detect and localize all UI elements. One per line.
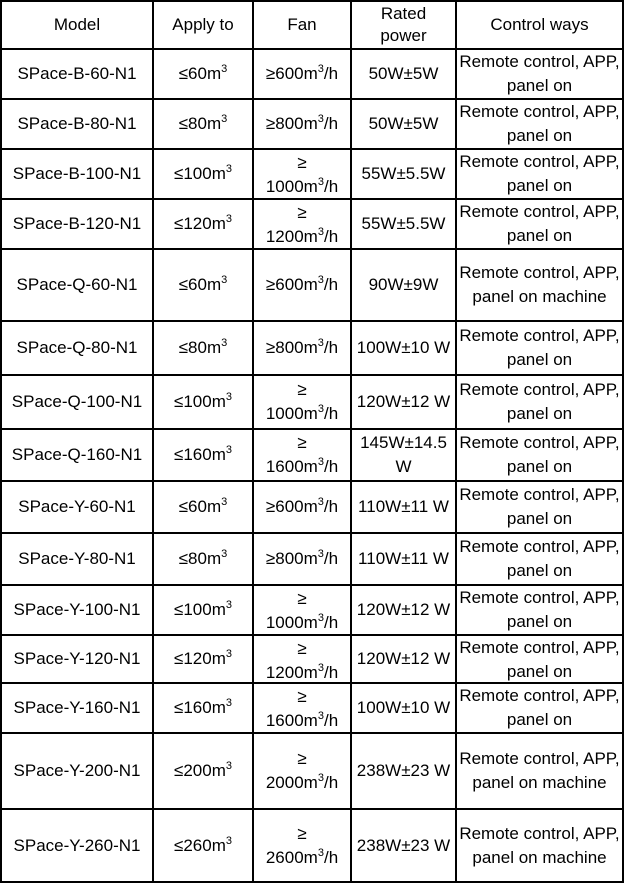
header-apply bbox=[153, 1, 253, 49]
fan-suffix: /h bbox=[323, 613, 339, 632]
fan-value: ≥ 2600 bbox=[265, 823, 307, 867]
control-value: Remote control, APP, panel on bbox=[459, 380, 620, 423]
power-value: 110W±11 W bbox=[358, 497, 449, 516]
fan-suffix: /h bbox=[323, 227, 339, 246]
fan-unit: m bbox=[303, 549, 318, 568]
apply-cell bbox=[153, 199, 253, 249]
fan-cell bbox=[253, 635, 351, 683]
apply-unit: m bbox=[206, 275, 222, 294]
power-value: 145W±14.5 W bbox=[360, 433, 447, 476]
table-row bbox=[1, 321, 623, 375]
fan-cell bbox=[253, 49, 351, 99]
apply-value: ≤200 bbox=[174, 761, 212, 780]
apply-cell bbox=[153, 481, 253, 533]
power-cell bbox=[351, 635, 456, 683]
header-fan-text: Fan bbox=[287, 15, 317, 34]
fan-unit: m bbox=[303, 497, 318, 516]
cubic-exponent: 3 bbox=[225, 391, 232, 403]
fan-unit: m bbox=[303, 613, 318, 632]
model-cell bbox=[1, 249, 153, 321]
fan-suffix: /h bbox=[323, 177, 339, 196]
power-value: 90W±9W bbox=[368, 275, 439, 294]
control-cell bbox=[456, 249, 623, 321]
control-cell bbox=[456, 585, 623, 635]
fan-value: ≥800 bbox=[265, 338, 304, 357]
table-row bbox=[1, 635, 623, 683]
fan-suffix: /h bbox=[323, 114, 339, 133]
fan-unit: m bbox=[303, 64, 318, 83]
apply-cell bbox=[153, 429, 253, 481]
control-value: Remote control, APP, panel on bbox=[459, 686, 620, 729]
apply-value: ≤120 bbox=[174, 649, 212, 668]
cubic-exponent: 3 bbox=[225, 163, 232, 175]
cubic-exponent: 3 bbox=[317, 548, 324, 560]
cubic-exponent: 3 bbox=[225, 599, 232, 611]
fan-value: ≥600 bbox=[265, 64, 304, 83]
fan-unit: m bbox=[303, 275, 318, 294]
control-cell bbox=[456, 321, 623, 375]
header-model-text: Model bbox=[53, 15, 101, 34]
power-cell bbox=[351, 149, 456, 199]
fan-wrap bbox=[255, 273, 349, 297]
control-cell bbox=[456, 199, 623, 249]
model-cell bbox=[1, 321, 153, 375]
power-cell bbox=[351, 99, 456, 149]
fan-suffix: /h bbox=[323, 711, 339, 730]
power-value: 120W±12 W bbox=[356, 649, 451, 668]
cubic-exponent: 3 bbox=[317, 496, 324, 508]
fan-value: ≥600 bbox=[265, 275, 304, 294]
control-value: Remote control, APP, panel on bbox=[459, 152, 620, 195]
control-cell bbox=[456, 481, 623, 533]
cubic-exponent: 3 bbox=[317, 337, 324, 349]
apply-cell bbox=[153, 733, 253, 809]
model-value: SPace-B-100-N1 bbox=[12, 164, 142, 183]
table-row bbox=[1, 585, 623, 635]
header-power bbox=[351, 1, 456, 49]
apply-cell bbox=[153, 585, 253, 635]
model-value: SPace-B-120-N1 bbox=[12, 214, 142, 233]
cubic-exponent: 3 bbox=[317, 226, 324, 238]
apply-value: ≤60 bbox=[178, 64, 207, 83]
table-row bbox=[1, 199, 623, 249]
cubic-exponent: 3 bbox=[221, 496, 228, 508]
control-value: Remote control, APP, panel on bbox=[459, 485, 620, 528]
model-value: SPace-Y-200-N1 bbox=[13, 761, 141, 780]
fan-cell bbox=[253, 375, 351, 429]
fan-cell bbox=[253, 149, 351, 199]
fan-wrap bbox=[262, 747, 342, 795]
fan-wrap bbox=[262, 637, 342, 681]
power-cell bbox=[351, 321, 456, 375]
apply-cell bbox=[153, 99, 253, 149]
cubic-exponent: 3 bbox=[225, 834, 232, 847]
cubic-exponent: 3 bbox=[225, 213, 232, 225]
fan-value: ≥ 1600 bbox=[265, 687, 307, 730]
model-cell bbox=[1, 149, 153, 199]
apply-cell bbox=[153, 321, 253, 375]
cubic-exponent: 3 bbox=[317, 710, 324, 722]
apply-unit: m bbox=[211, 649, 226, 668]
header-control bbox=[456, 1, 623, 49]
apply-value: ≤100 bbox=[174, 164, 212, 183]
control-value: Remote control, APP, panel on machine bbox=[459, 823, 620, 867]
cubic-exponent: 3 bbox=[317, 662, 324, 674]
model-value: SPace-Y-60-N1 bbox=[18, 497, 136, 516]
cubic-exponent: 3 bbox=[317, 63, 324, 75]
model-cell bbox=[1, 49, 153, 99]
cubic-exponent: 3 bbox=[221, 63, 228, 75]
fan-wrap bbox=[262, 587, 342, 633]
fan-wrap bbox=[262, 201, 342, 247]
fan-wrap bbox=[262, 378, 342, 426]
power-value: 100W±10 W bbox=[356, 698, 451, 717]
power-cell bbox=[351, 481, 456, 533]
model-value: SPace-Y-160-N1 bbox=[13, 698, 141, 717]
fan-wrap bbox=[262, 685, 342, 731]
control-value: Remote control, APP, panel on bbox=[459, 102, 620, 145]
power-cell bbox=[351, 429, 456, 481]
cubic-exponent: 3 bbox=[225, 760, 232, 772]
control-value: Remote control, APP, panel on bbox=[459, 52, 620, 95]
cubic-exponent: 3 bbox=[225, 697, 232, 709]
control-value: Remote control, APP, panel on machine bbox=[459, 263, 620, 306]
control-value: Remote control, APP, panel on bbox=[459, 588, 620, 631]
apply-value: ≤80 bbox=[178, 114, 207, 133]
control-value: Remote control, APP, panel on bbox=[459, 433, 620, 476]
fan-cell bbox=[253, 429, 351, 481]
power-value: 100W±10 W bbox=[356, 338, 451, 357]
cubic-exponent: 3 bbox=[317, 772, 324, 784]
apply-unit: m bbox=[206, 549, 222, 568]
apply-cell bbox=[153, 533, 253, 585]
model-cell bbox=[1, 99, 153, 149]
control-value: Remote control, APP, panel on bbox=[459, 638, 620, 681]
apply-value: ≤80 bbox=[178, 549, 207, 568]
fan-cell bbox=[253, 249, 351, 321]
fan-cell bbox=[253, 585, 351, 635]
fan-unit: m bbox=[303, 404, 318, 423]
table-row bbox=[1, 533, 623, 585]
fan-value: ≥800 bbox=[265, 549, 304, 568]
cubic-exponent: 3 bbox=[317, 176, 324, 188]
fan-value: ≥ 1000 bbox=[265, 380, 307, 423]
table-row bbox=[1, 809, 623, 882]
power-value: 238W±23 W bbox=[356, 835, 451, 855]
cubic-exponent: 3 bbox=[225, 648, 232, 660]
apply-unit: m bbox=[206, 64, 222, 83]
control-cell bbox=[456, 809, 623, 882]
power-value: 120W±12 W bbox=[356, 600, 451, 619]
power-cell bbox=[351, 533, 456, 585]
control-cell bbox=[456, 533, 623, 585]
apply-value: ≤100 bbox=[174, 392, 212, 411]
apply-unit: m bbox=[211, 445, 226, 464]
power-value: 120W±12 W bbox=[356, 392, 451, 411]
power-value: 110W±11 W bbox=[358, 549, 449, 568]
table-row bbox=[1, 429, 623, 481]
power-value: 50W±5W bbox=[368, 64, 439, 83]
apply-cell bbox=[153, 49, 253, 99]
model-value: SPace-Q-100-N1 bbox=[11, 392, 143, 411]
power-cell bbox=[351, 809, 456, 882]
header-model bbox=[1, 1, 153, 49]
control-cell bbox=[456, 49, 623, 99]
control-value: Remote control, APP, panel on machine bbox=[459, 749, 620, 792]
control-value: Remote control, APP, panel on bbox=[459, 202, 620, 245]
fan-wrap bbox=[262, 431, 342, 479]
apply-unit: m bbox=[206, 114, 222, 133]
fan-unit: m bbox=[303, 847, 318, 867]
fan-cell bbox=[253, 683, 351, 733]
fan-suffix: /h bbox=[323, 847, 339, 867]
model-cell bbox=[1, 585, 153, 635]
cubic-exponent: 3 bbox=[317, 113, 324, 125]
fan-value: ≥ 1000 bbox=[265, 153, 307, 196]
fan-unit: m bbox=[303, 338, 318, 357]
fan-suffix: /h bbox=[323, 663, 339, 681]
fan-suffix: /h bbox=[323, 497, 339, 516]
apply-value: ≤160 bbox=[174, 445, 212, 464]
fan-suffix: /h bbox=[323, 404, 339, 423]
model-cell bbox=[1, 429, 153, 481]
model-cell bbox=[1, 375, 153, 429]
fan-unit: m bbox=[303, 227, 318, 246]
apply-cell bbox=[153, 149, 253, 199]
table-row bbox=[1, 481, 623, 533]
fan-suffix: /h bbox=[323, 338, 339, 357]
fan-suffix: /h bbox=[323, 457, 339, 476]
fan-cell bbox=[253, 481, 351, 533]
model-cell bbox=[1, 533, 153, 585]
fan-wrap bbox=[255, 62, 349, 86]
model-value: SPace-Q-160-N1 bbox=[11, 445, 143, 464]
model-value: SPace-B-80-N1 bbox=[17, 114, 137, 133]
cubic-exponent: 3 bbox=[221, 274, 228, 286]
fan-value: ≥800 bbox=[265, 114, 304, 133]
fan-unit: m bbox=[303, 177, 318, 196]
apply-unit: m bbox=[206, 497, 222, 516]
power-cell bbox=[351, 683, 456, 733]
spec-table-body bbox=[1, 1, 623, 882]
apply-unit: m bbox=[211, 600, 226, 619]
power-cell bbox=[351, 199, 456, 249]
model-cell bbox=[1, 199, 153, 249]
power-value: 55W±5.5W bbox=[361, 214, 446, 233]
fan-value: ≥ 1200 bbox=[265, 639, 307, 681]
control-cell bbox=[456, 375, 623, 429]
fan-suffix: /h bbox=[323, 773, 339, 792]
fan-wrap bbox=[255, 336, 349, 360]
power-value: 55W±5.5W bbox=[361, 164, 446, 183]
fan-wrap bbox=[255, 112, 349, 136]
cubic-exponent: 3 bbox=[225, 444, 232, 456]
control-cell bbox=[456, 733, 623, 809]
fan-cell bbox=[253, 321, 351, 375]
apply-value: ≤160 bbox=[174, 698, 212, 717]
fan-unit: m bbox=[303, 114, 318, 133]
table-row bbox=[1, 249, 623, 321]
power-cell bbox=[351, 249, 456, 321]
cubic-exponent: 3 bbox=[221, 113, 228, 125]
fan-unit: m bbox=[303, 773, 318, 792]
header-row bbox=[1, 1, 623, 49]
fan-value: ≥600 bbox=[265, 497, 304, 516]
cubic-exponent: 3 bbox=[317, 612, 324, 624]
control-cell bbox=[456, 149, 623, 199]
power-cell bbox=[351, 733, 456, 809]
control-value: Remote control, APP, panel on bbox=[459, 537, 620, 580]
model-value: SPace-Y-120-N1 bbox=[13, 649, 141, 668]
apply-cell bbox=[153, 683, 253, 733]
header-control-text: Control ways bbox=[490, 15, 589, 34]
model-cell bbox=[1, 481, 153, 533]
model-value: SPace-Y-80-N1 bbox=[18, 549, 136, 568]
control-value: Remote control, APP, panel on bbox=[459, 326, 620, 369]
apply-value: ≤60 bbox=[178, 275, 207, 294]
fan-suffix: /h bbox=[323, 275, 339, 294]
cubic-exponent: 3 bbox=[221, 548, 228, 560]
fan-wrap bbox=[255, 547, 349, 571]
fan-unit: m bbox=[303, 663, 318, 681]
control-cell bbox=[456, 99, 623, 149]
apply-unit: m bbox=[211, 835, 226, 855]
table-row bbox=[1, 733, 623, 809]
fan-value: ≥ 1000 bbox=[265, 589, 307, 632]
control-cell bbox=[456, 429, 623, 481]
apply-unit: m bbox=[211, 698, 226, 717]
cubic-exponent: 3 bbox=[317, 456, 324, 468]
apply-value: ≤120 bbox=[174, 214, 212, 233]
fan-suffix: /h bbox=[323, 549, 339, 568]
table-row bbox=[1, 99, 623, 149]
fan-value: ≥ 1200 bbox=[265, 203, 307, 246]
power-cell bbox=[351, 49, 456, 99]
apply-value: ≤80 bbox=[178, 338, 207, 357]
model-cell bbox=[1, 809, 153, 882]
power-cell bbox=[351, 585, 456, 635]
power-value: 50W±5W bbox=[368, 114, 439, 133]
cubic-exponent: 3 bbox=[317, 403, 324, 415]
fan-cell bbox=[253, 809, 351, 882]
table-row bbox=[1, 683, 623, 733]
cubic-exponent: 3 bbox=[221, 337, 228, 349]
cubic-exponent: 3 bbox=[317, 846, 324, 859]
model-value: SPace-Q-80-N1 bbox=[16, 338, 138, 357]
apply-unit: m bbox=[206, 338, 222, 357]
fan-cell bbox=[253, 199, 351, 249]
power-cell bbox=[351, 375, 456, 429]
model-value: SPace-Y-260-N1 bbox=[13, 835, 141, 855]
fan-wrap bbox=[255, 495, 349, 519]
fan-wrap bbox=[262, 822, 342, 870]
model-cell bbox=[1, 733, 153, 809]
fan-cell bbox=[253, 533, 351, 585]
header-fan bbox=[253, 1, 351, 49]
fan-value: ≥ 2000 bbox=[265, 749, 307, 792]
model-value: SPace-Q-60-N1 bbox=[16, 275, 138, 294]
fan-unit: m bbox=[303, 711, 318, 730]
apply-unit: m bbox=[211, 214, 226, 233]
fan-value: ≥ 1600 bbox=[265, 433, 307, 476]
fan-cell bbox=[253, 733, 351, 809]
cubic-exponent: 3 bbox=[317, 274, 324, 286]
table-row bbox=[1, 49, 623, 99]
header-power-text: Rated power bbox=[380, 4, 427, 45]
fan-suffix: /h bbox=[323, 64, 339, 83]
apply-cell bbox=[153, 809, 253, 882]
apply-cell bbox=[153, 635, 253, 683]
apply-cell bbox=[153, 375, 253, 429]
model-cell bbox=[1, 635, 153, 683]
fan-cell bbox=[253, 99, 351, 149]
apply-unit: m bbox=[211, 392, 226, 411]
model-value: SPace-Y-100-N1 bbox=[13, 600, 141, 619]
table-row bbox=[1, 375, 623, 429]
apply-value: ≤60 bbox=[178, 497, 207, 516]
apply-unit: m bbox=[211, 164, 226, 183]
power-value: 238W±23 W bbox=[356, 761, 451, 780]
table-row bbox=[1, 149, 623, 199]
apply-unit: m bbox=[211, 761, 226, 780]
apply-cell bbox=[153, 249, 253, 321]
fan-wrap bbox=[262, 151, 342, 197]
model-value: SPace-B-60-N1 bbox=[17, 64, 137, 83]
fan-unit: m bbox=[303, 457, 318, 476]
control-cell bbox=[456, 683, 623, 733]
header-apply-text: Apply to bbox=[172, 15, 234, 34]
apply-value: ≤260 bbox=[174, 835, 212, 855]
control-cell bbox=[456, 635, 623, 683]
model-cell bbox=[1, 683, 153, 733]
apply-value: ≤100 bbox=[174, 600, 212, 619]
